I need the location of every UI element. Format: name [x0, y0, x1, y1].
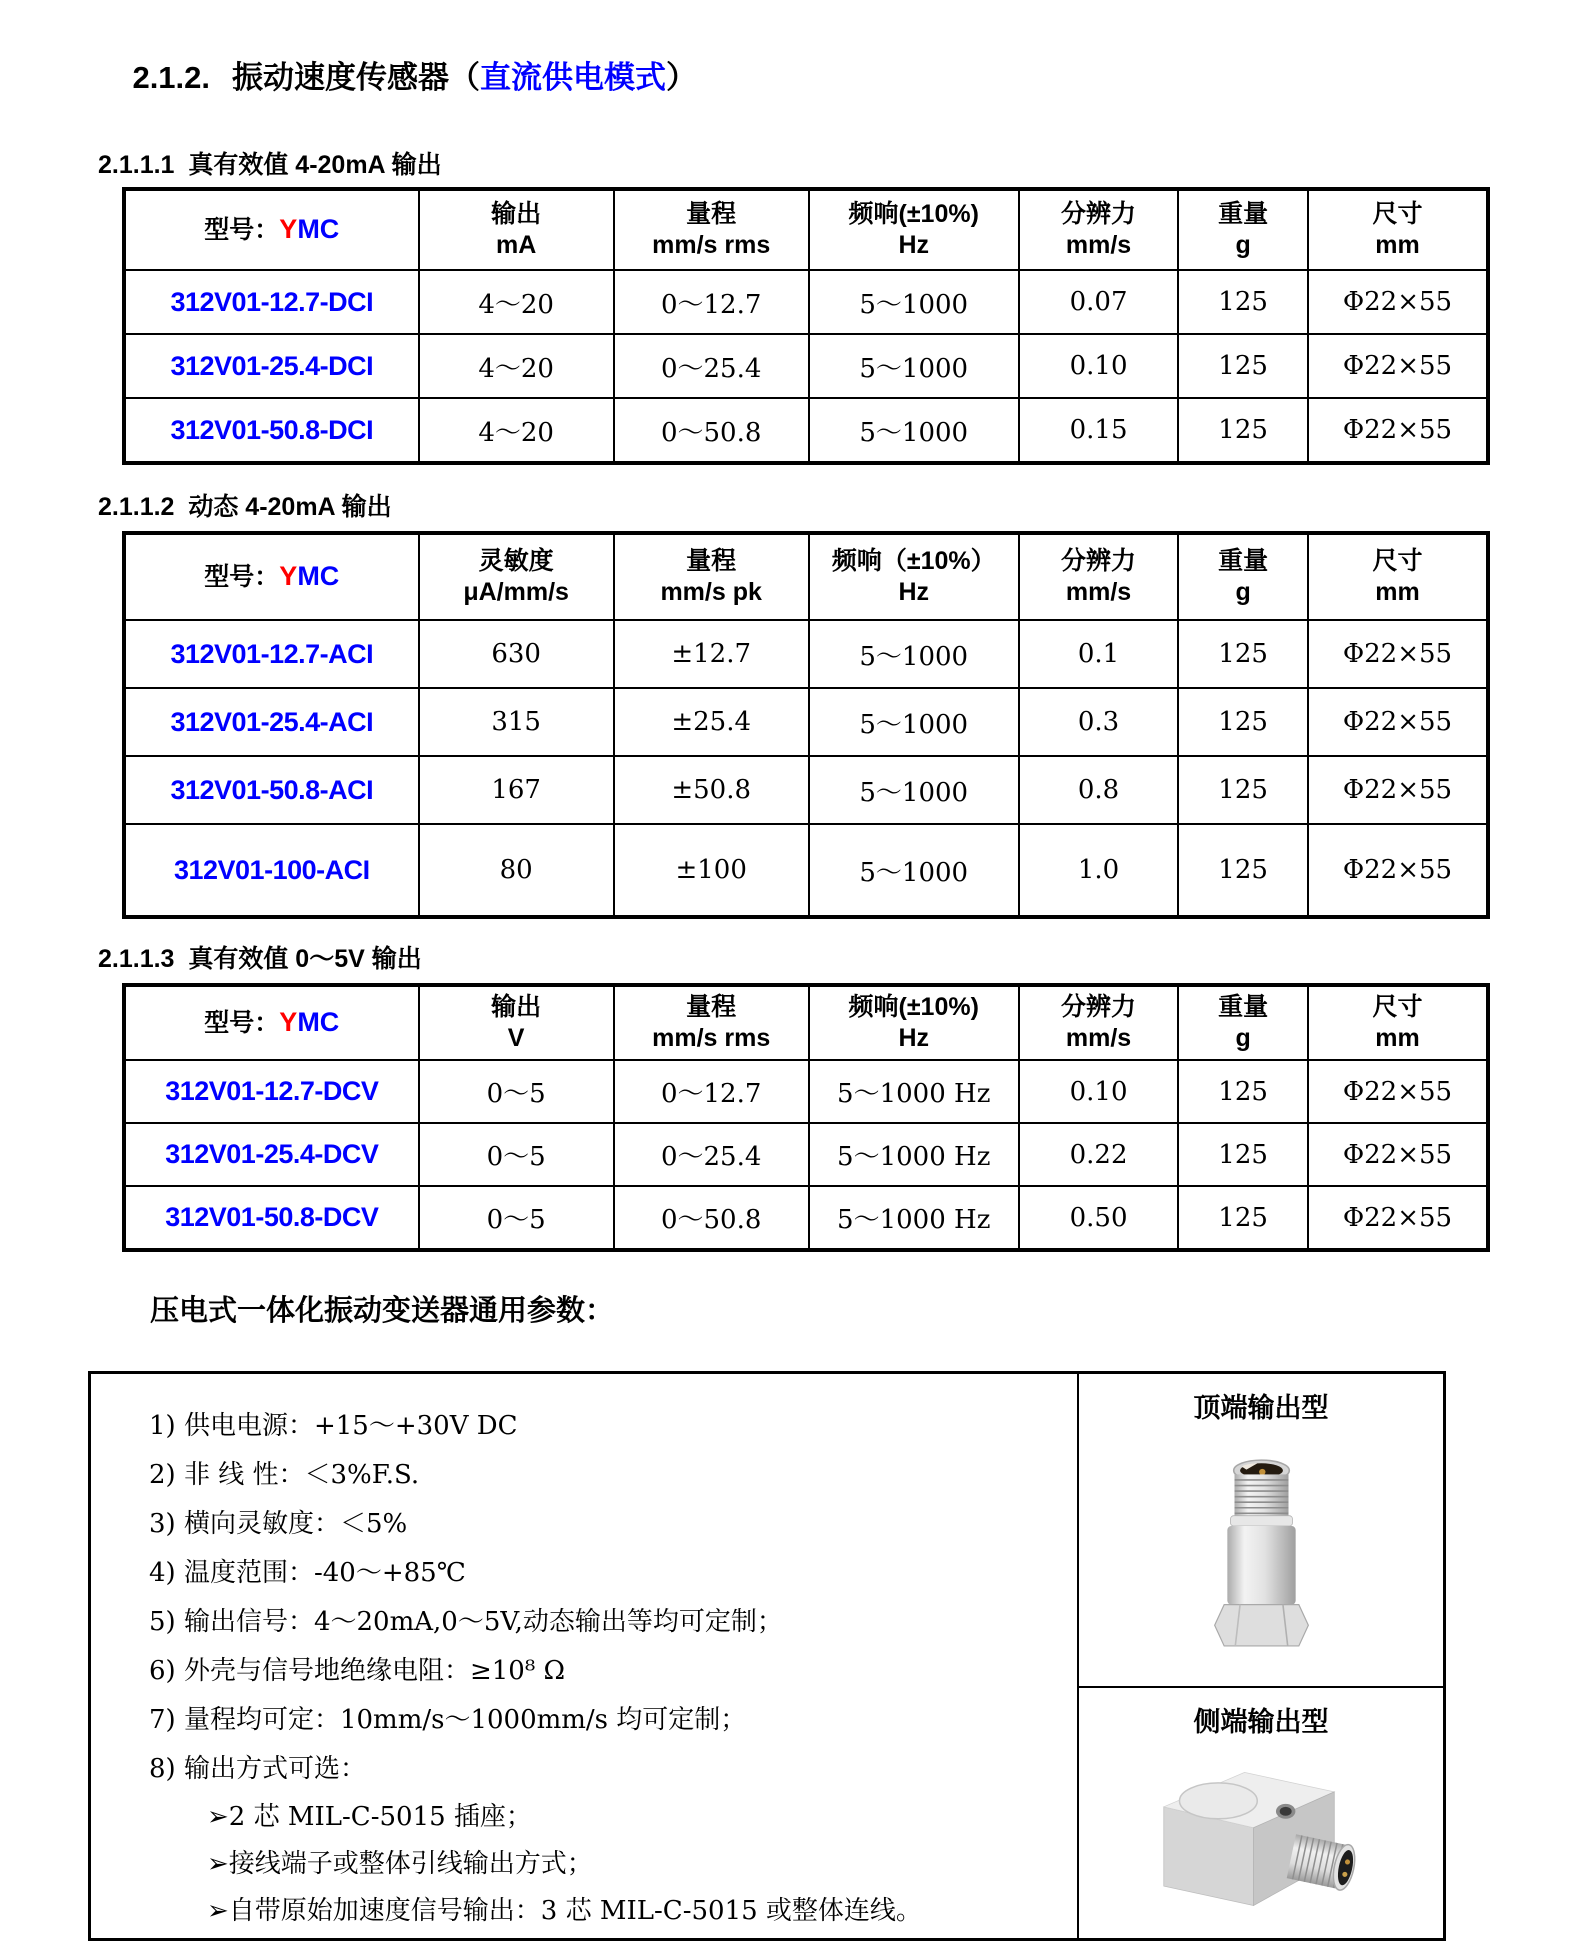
- value-cell: Φ22×55: [1308, 756, 1488, 824]
- model-label: 型号：: [204, 216, 280, 245]
- value-cell: 0～25.4: [614, 334, 809, 398]
- table-row: [124, 334, 1488, 398]
- value-cell: 125: [1178, 1060, 1308, 1123]
- model-cell: 312V01-12.7-DCI: [124, 270, 419, 334]
- col-header: 重量 g: [1178, 533, 1308, 620]
- model-label: 型号：: [204, 563, 280, 592]
- col-header: 量程 mm/s pk: [614, 533, 809, 620]
- value-cell: 0～50.8: [614, 1186, 809, 1250]
- value-cell: 630: [419, 620, 614, 688]
- title-accent: 直流供电模式: [480, 60, 667, 95]
- param-item: 5) 输出信号：4～20mA,0～5V,动态输出等均可定制；: [149, 1607, 783, 1637]
- table-row: [124, 756, 1488, 824]
- table-row: [124, 1060, 1488, 1123]
- table-true-rms-4-20ma: [122, 187, 1490, 465]
- value-cell: 125: [1178, 1186, 1308, 1250]
- col-header: 分辨力 mm/s: [1019, 189, 1179, 270]
- col-header: 频响(±10%) Hz: [809, 189, 1019, 270]
- table-row: [124, 824, 1488, 917]
- model-cell: 312V01-25.4-ACI: [124, 688, 419, 756]
- brand-y: Y: [279, 561, 298, 592]
- param-sub-item: ➢自带原始加速度信号输出：3 芯 MIL-C-5015 或整体连线。: [207, 1896, 922, 1926]
- value-cell: 0.15: [1019, 398, 1179, 463]
- value-cell: 0～5: [419, 1186, 614, 1250]
- value-cell: Φ22×55: [1308, 270, 1488, 334]
- params-list: [91, 1374, 1077, 1938]
- col-header: 量程 mm/s rms: [614, 189, 809, 270]
- table-row: [124, 1123, 1488, 1186]
- model-cell: 312V01-100-ACI: [124, 824, 419, 917]
- col-header: 分辨力 mm/s: [1019, 533, 1179, 620]
- value-cell: 0.1: [1019, 620, 1179, 688]
- table-true-rms-0-5v: [122, 983, 1490, 1252]
- brand-y: Y: [279, 214, 298, 245]
- col-header: 重量 g: [1178, 985, 1308, 1060]
- value-cell: 0～12.7: [614, 1060, 809, 1123]
- value-cell: 0.8: [1019, 756, 1179, 824]
- col-header: 重量 g: [1178, 189, 1308, 270]
- value-cell: ±12.7: [614, 620, 809, 688]
- col-header: 尺寸 mm: [1308, 985, 1488, 1060]
- side-output-label: 侧端输出型: [1193, 1707, 1329, 1737]
- value-cell: 0.3: [1019, 688, 1179, 756]
- table-row: [124, 270, 1488, 334]
- brand-mc: MC: [297, 1007, 340, 1038]
- model-header-cell: [124, 533, 419, 620]
- value-cell: 125: [1178, 270, 1308, 334]
- param-sub-item: ➢2 芯 MIL-C-5015 插座；: [207, 1802, 532, 1832]
- top-output-photo-cell: [1079, 1374, 1443, 1688]
- value-cell: 5～1000: [809, 620, 1019, 688]
- value-cell: 1.0: [1019, 824, 1179, 917]
- value-cell: 0.10: [1019, 1060, 1179, 1123]
- section-heading-3: 2.1.1.3 真有效值 0～5V 输出: [98, 945, 422, 973]
- param-sub-item: ➢接线端子或整体引线输出方式；: [207, 1849, 593, 1879]
- title-number: 2.1.2.: [132, 60, 211, 95]
- table-row: [124, 1186, 1488, 1250]
- col-header: 尺寸 mm: [1308, 533, 1488, 620]
- col-header: 分辨力 mm/s: [1019, 985, 1179, 1060]
- param-item: 3) 横向灵敏度：＜5%: [149, 1509, 408, 1539]
- table-header-row: [124, 189, 1488, 270]
- col-header: 灵敏度 μA/mm/s: [419, 533, 614, 620]
- value-cell: 4～20: [419, 270, 614, 334]
- table-header-row: [124, 533, 1488, 620]
- table-row: [124, 398, 1488, 463]
- value-cell: 5～1000 Hz: [809, 1186, 1019, 1250]
- value-cell: 125: [1178, 620, 1308, 688]
- value-cell: 0～50.8: [614, 398, 809, 463]
- value-cell: 5～1000: [809, 398, 1019, 463]
- param-item: 6) 外壳与信号地绝缘电阻：≥10⁸ Ω: [149, 1656, 566, 1686]
- value-cell: 125: [1178, 398, 1308, 463]
- table-header-row: [124, 985, 1488, 1060]
- value-cell: 125: [1178, 334, 1308, 398]
- param-item: 8) 输出方式可选：: [149, 1754, 366, 1784]
- col-header: 输出 mA: [419, 189, 614, 270]
- value-cell: 4～20: [419, 398, 614, 463]
- model-cell: 312V01-50.8-ACI: [124, 756, 419, 824]
- col-header: 输出 V: [419, 985, 614, 1060]
- table-row: [124, 620, 1488, 688]
- model-cell: 312V01-25.4-DCI: [124, 334, 419, 398]
- title-suffix: ）: [666, 60, 698, 95]
- datasheet-page: [0, 16, 1587, 1926]
- value-cell: ±25.4: [614, 688, 809, 756]
- col-header: 量程 mm/s rms: [614, 985, 809, 1060]
- value-cell: Φ22×55: [1308, 334, 1488, 398]
- value-cell: 125: [1178, 824, 1308, 917]
- model-label: 型号：: [204, 1009, 280, 1038]
- model-header-cell: [124, 985, 419, 1060]
- value-cell: 5～1000 Hz: [809, 1123, 1019, 1186]
- value-cell: 125: [1178, 688, 1308, 756]
- value-cell: 0.50: [1019, 1186, 1179, 1250]
- value-cell: 4～20: [419, 334, 614, 398]
- value-cell: 167: [419, 756, 614, 824]
- value-cell: Φ22×55: [1308, 824, 1488, 917]
- value-cell: 5～1000: [809, 688, 1019, 756]
- param-item: 2) 非 线 性：＜3%F.S.: [149, 1460, 420, 1490]
- value-cell: Φ22×55: [1308, 620, 1488, 688]
- value-cell: Φ22×55: [1308, 1186, 1488, 1250]
- common-params-heading: 压电式一体化振动变送器通用参数：: [150, 1295, 615, 1327]
- page-title: [98, 16, 1587, 133]
- common-params-box: [88, 1371, 1446, 1941]
- value-cell: Φ22×55: [1308, 398, 1488, 463]
- brand-mc: MC: [297, 214, 340, 245]
- value-cell: Φ22×55: [1308, 688, 1488, 756]
- brand-y: Y: [279, 1007, 298, 1038]
- value-cell: Φ22×55: [1308, 1123, 1488, 1186]
- value-cell: 125: [1178, 1123, 1308, 1186]
- value-cell: 0～5: [419, 1123, 614, 1186]
- side-output-photo-cell: [1079, 1688, 1443, 1938]
- model-cell: 312V01-50.8-DCI: [124, 398, 419, 463]
- table-row: [124, 688, 1488, 756]
- value-cell: ±100: [614, 824, 809, 917]
- top-output-label: 顶端输出型: [1193, 1393, 1329, 1423]
- param-item: 7) 量程均可定：10mm/s～1000mm/s 均可定制；: [149, 1705, 747, 1735]
- value-cell: 5～1000: [809, 270, 1019, 334]
- value-cell: 5～1000 Hz: [809, 1060, 1019, 1123]
- value-cell: 125: [1178, 756, 1308, 824]
- col-header: 频响(±10%) Hz: [809, 985, 1019, 1060]
- model-cell: 312V01-50.8-DCV: [124, 1186, 419, 1250]
- col-header: 频响（±10%） Hz: [809, 533, 1019, 620]
- brand-mc: MC: [297, 561, 340, 592]
- model-header-cell: [124, 189, 419, 270]
- section-heading-2: 2.1.1.2 动态 4-20mA 输出: [98, 493, 392, 521]
- value-cell: Φ22×55: [1308, 1060, 1488, 1123]
- value-cell: 0.07: [1019, 270, 1179, 334]
- value-cell: 5～1000: [809, 824, 1019, 917]
- col-header: 尺寸 mm: [1308, 189, 1488, 270]
- value-cell: 5～1000: [809, 756, 1019, 824]
- value-cell: 0～5: [419, 1060, 614, 1123]
- section-heading-1: 2.1.1.1 真有效值 4-20mA 输出: [98, 151, 442, 179]
- title-text: 振动速度传感器（: [232, 60, 481, 95]
- value-cell: 0～12.7: [614, 270, 809, 334]
- value-cell: 5～1000: [809, 334, 1019, 398]
- param-item: 4) 温度范围：-40～+85℃: [149, 1558, 466, 1588]
- model-cell: 312V01-25.4-DCV: [124, 1123, 419, 1186]
- table-dynamic-4-20ma: [122, 531, 1490, 919]
- top-output-sensor-photo: [1194, 1431, 1329, 1683]
- param-item: 1) 供电电源：+15～+30V DC: [149, 1411, 518, 1441]
- value-cell: 315: [419, 688, 614, 756]
- value-cell: 0～25.4: [614, 1123, 809, 1186]
- value-cell: 0.10: [1019, 334, 1179, 398]
- model-cell: 312V01-12.7-DCV: [124, 1060, 419, 1123]
- side-output-sensor-photo: [1141, 1747, 1381, 1919]
- value-cell: 0.22: [1019, 1123, 1179, 1186]
- value-cell: 80: [419, 824, 614, 917]
- sensor-photos-panel: [1077, 1374, 1443, 1938]
- value-cell: ±50.8: [614, 756, 809, 824]
- model-cell: 312V01-12.7-ACI: [124, 620, 419, 688]
